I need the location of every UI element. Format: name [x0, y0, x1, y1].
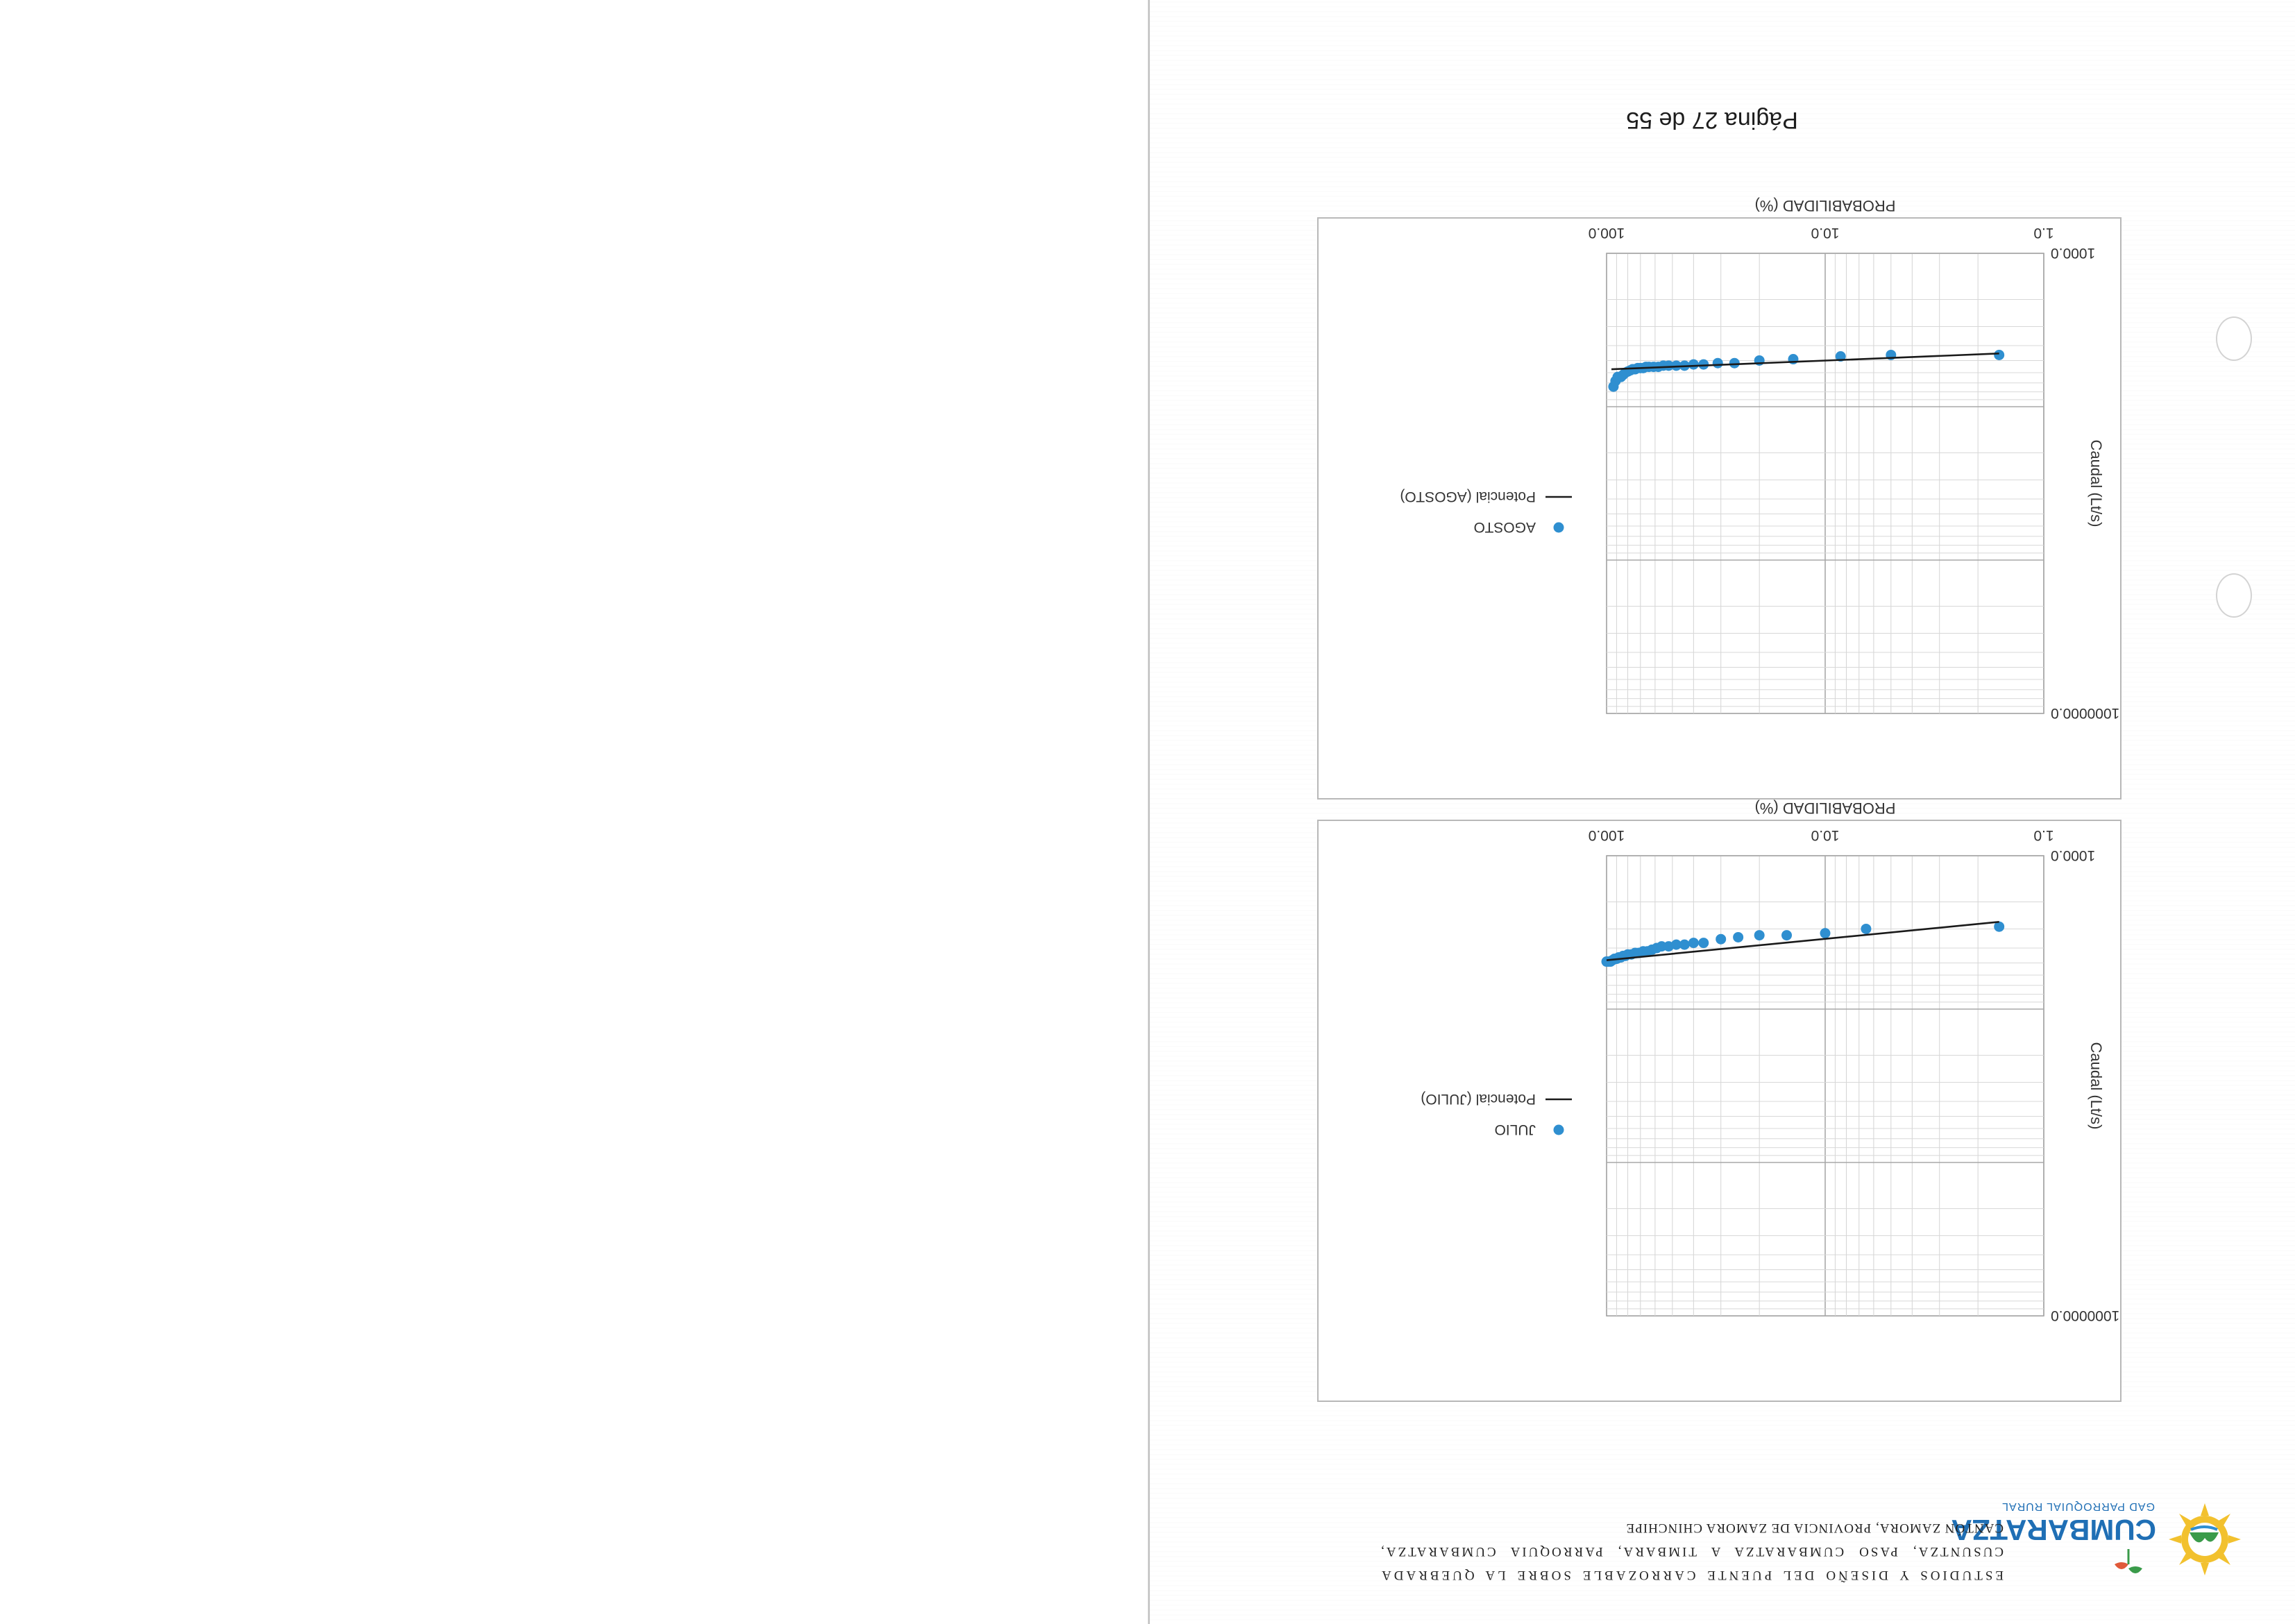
paper-edge [1148, 0, 1150, 1624]
cumbaratza-logo [1951, 1492, 2253, 1589]
logo-subtitle: GAD PARROQUIAL RURAL [2001, 1500, 2155, 1512]
chart-0-data-point [1688, 938, 1699, 948]
chart-0-data-point [1698, 938, 1709, 948]
chart-1-data-point [1994, 350, 2004, 360]
chart-0-y-axis-title: Caudal (Lt/s) [2087, 1042, 2105, 1130]
chart-0-data-point [1679, 940, 1690, 950]
chart-0-data-point [1820, 928, 1831, 938]
chart-0-x-axis-title: PROBABILIDAD (%) [1754, 800, 1896, 817]
punch-hole [2216, 316, 2252, 361]
chart-1-data-point [1688, 360, 1699, 370]
chart-0-data-point [1754, 930, 1765, 940]
chart-0-data-point [1781, 930, 1792, 940]
chart-1-data-point [1698, 360, 1709, 370]
chart-julio-svg [1319, 800, 2120, 1401]
sun-emblem-icon [2169, 1503, 2241, 1575]
chart-1-legend-label: Potencial (AGOSTO) [1400, 489, 1536, 505]
chart-0-x-tick-label: 10.0 [1811, 827, 1840, 843]
chart-1-legend-marker-swatch [1554, 523, 1564, 533]
chart-agosto [1317, 197, 2122, 800]
header-line: CUSUNTZA, PASO CUMBARATZA A TIMBARA, PARROQUIA CUMBARATZA, [1379, 1544, 2004, 1559]
chart-0-x-tick-label: 1.0 [2033, 827, 2054, 843]
chart-julio [1317, 800, 2122, 1402]
document-header [1379, 1492, 2253, 1589]
plant-icon [2115, 1549, 2142, 1573]
chart-1-legend-label: AGOSTO [1473, 519, 1536, 535]
chart-1-y-tick-label: 1000.0 [2051, 245, 2096, 261]
chart-1-x-tick-label: 1.0 [2033, 225, 2054, 241]
chart-1-y-axis-title: Caudal (Lt/s) [2087, 439, 2105, 527]
chart-0-data-point [1733, 932, 1743, 942]
chart-1-y-tick-label: 1000000.0 [2051, 705, 2120, 721]
header-line: CANTÓN ZAMORA, PROVINCIA DE ZAMORA CHINCHIPE [1625, 1521, 2004, 1535]
chart-0-legend-marker-swatch [1554, 1125, 1564, 1135]
chart-0-legend-label: Potencial (JULIO) [1421, 1091, 1536, 1107]
punch-hole [2216, 573, 2252, 618]
chart-0-data-point [1716, 934, 1726, 945]
chart-0-y-tick-label: 1000000.0 [2051, 1308, 2120, 1323]
chart-agosto-svg [1319, 197, 2120, 798]
logo-name: CUMBARATZA [1951, 1514, 2156, 1546]
header-line: ESTUDIOS Y DISEÑO DEL PUENTE CARROZABLE SOBRE LA QUEBRADA [1379, 1568, 2004, 1582]
chart-0-legend-label: JULIO [1494, 1122, 1536, 1137]
chart-0-y-tick-label: 1000.0 [2051, 847, 2096, 863]
chart-1-x-tick-label: 100.0 [1588, 225, 1625, 241]
chart-1-data-point [1729, 358, 1740, 369]
chart-1-x-axis-title: PROBABILIDAD (%) [1754, 197, 1896, 214]
chart-0-data-point [1861, 924, 1871, 934]
page-number: Página 27 de 55 [1626, 107, 1798, 133]
chart-0-x-tick-label: 100.0 [1588, 827, 1625, 843]
chart-1-data-point [1713, 358, 1723, 369]
chart-1-x-tick-label: 10.0 [1811, 225, 1840, 241]
